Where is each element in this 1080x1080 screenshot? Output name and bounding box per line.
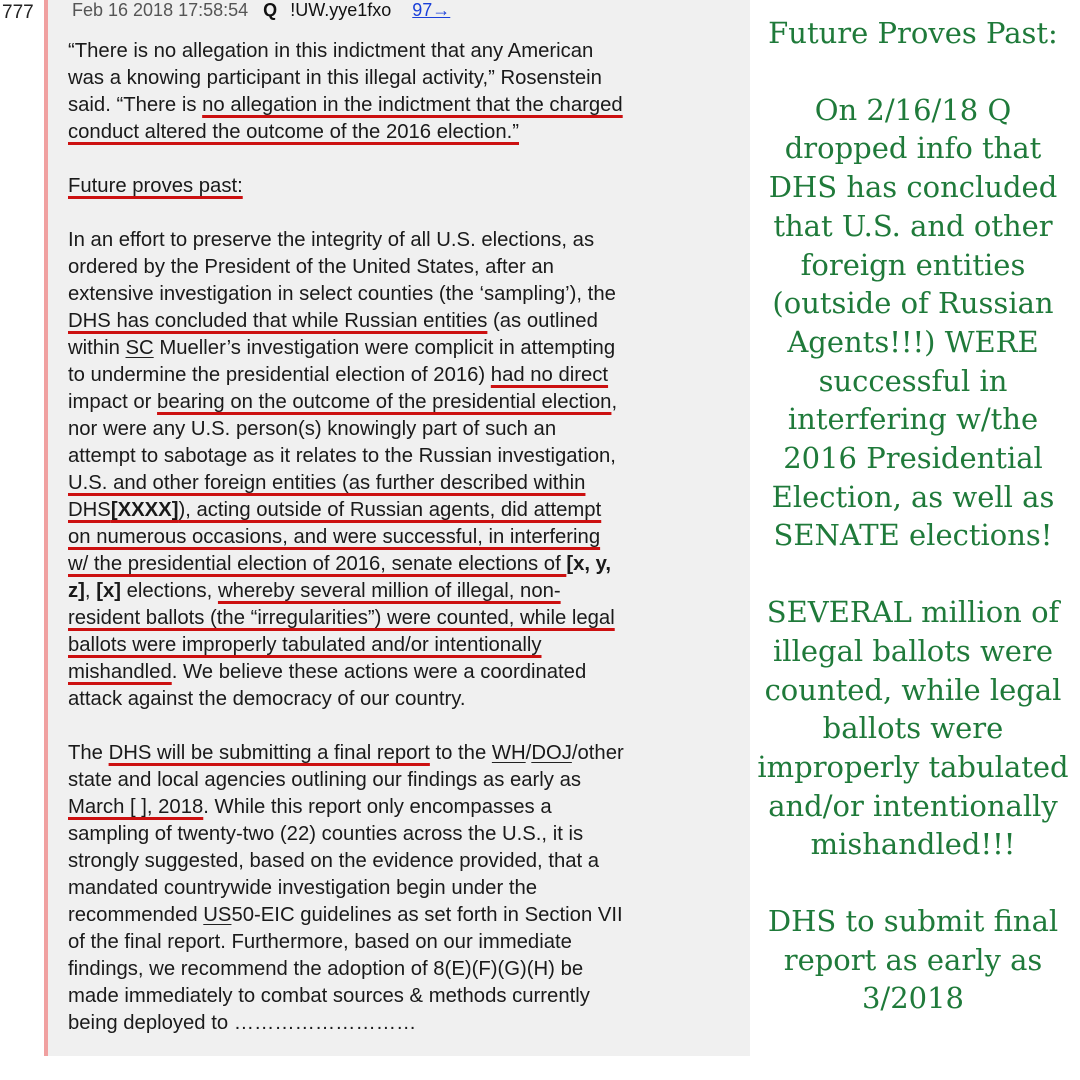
post-line: z], [x] elections, whereby several million of illegal, non- bbox=[68, 580, 561, 602]
commentary-title: Future Proves Past: bbox=[768, 16, 1058, 50]
commentary-paragraph: DHS to submit final report as early as 3/2018 bbox=[767, 904, 1059, 1016]
reply-link[interactable]: 97→ bbox=[412, 0, 451, 20]
commentary-paragraph: On 2/16/18 Q dropped info that DHS has concluded that U.S. and other foreign entities (outside of Russian Agents!!!) WERE successful in interfering w/the 2016 Presidential Election, as well as SENATE elections! bbox=[768, 92, 1058, 553]
post-line: made immediately to combat sources & methods currently bbox=[68, 985, 590, 1007]
poster-name: Q bbox=[263, 0, 278, 20]
post-line: findings, we recommend the adoption of 8(E)(F)(G)(H) be bbox=[68, 958, 584, 980]
post-line: DHS has concluded that while Russian entities (as outlined bbox=[68, 310, 598, 332]
section-heading: Future proves past: bbox=[68, 175, 243, 197]
post-line: resident ballots (the “irregularities”) were counted, while legal bbox=[68, 607, 615, 629]
post-line: The DHS will be submitting a final report to the WH/DOJ/other bbox=[68, 742, 624, 764]
post-line: to undermine the presidential election of 2016) had no direct bbox=[68, 364, 609, 386]
commentary-panel bbox=[752, 14, 1074, 1018]
post-container bbox=[44, 0, 750, 1056]
post-line: being deployed to ……………………… bbox=[68, 1012, 417, 1034]
post-line: ordered by the President of the United States, after an bbox=[68, 256, 554, 278]
post-line: DHS[XXXX]), acting outside of Russian agents, did attempt bbox=[68, 499, 602, 521]
post-line: sampling of twenty-two (22) counties across the U.S., it is bbox=[68, 823, 584, 845]
post-number: 777 bbox=[2, 2, 34, 23]
post-line: mandated countrywide investigation begin under the bbox=[68, 877, 538, 899]
tripcode: !UW.yye1fxo bbox=[290, 0, 392, 20]
post-line: strongly suggested, based on the evidence provided, that a bbox=[68, 850, 600, 872]
post-line: said. “There is no allegation in the indictment that the charged bbox=[68, 94, 623, 116]
post-header bbox=[72, 0, 450, 21]
commentary-paragraph: SEVERAL million of illegal ballots were counted, while legal ballots were improperly tabulated and/or intentionally mishandled!!! bbox=[757, 595, 1069, 862]
post-line: recommended US50-EIC guidelines as set forth in Section VII bbox=[68, 904, 623, 926]
post-body bbox=[68, 38, 738, 1037]
post-line: mishandled. We believe these actions were a coordinated bbox=[68, 661, 587, 683]
post-line: of the final report. Furthermore, based on our immediate bbox=[68, 931, 572, 953]
post-line: ballots were improperly tabulated and/or intentionally bbox=[68, 634, 542, 656]
post-line: March [ ], 2018. While this report only encompasses a bbox=[68, 796, 552, 818]
post-line: nor were any U.S. person(s) knowingly part of such an bbox=[68, 418, 557, 440]
post-line: In an effort to preserve the integrity of all U.S. elections, as bbox=[68, 229, 595, 251]
post-date: Feb 16 2018 17:58:54 bbox=[72, 0, 249, 20]
post-line: conduct altered the outcome of the 2016 election.” bbox=[68, 121, 519, 143]
post-line: state and local agencies outlining our findings as early as bbox=[68, 769, 581, 791]
post-line: impact or bearing on the outcome of the presidential election, bbox=[68, 391, 618, 413]
post-line: was a knowing participant in this illegal activity,” Rosenstein bbox=[68, 67, 602, 89]
post-line: “There is no allegation in this indictment that any American bbox=[68, 40, 594, 62]
post-line: on numerous occasions, and were successful, in interfering bbox=[68, 526, 601, 548]
post-line: w/ the presidential election of 2016, senate elections of [x, y, bbox=[68, 553, 612, 575]
post-line: U.S. and other foreign entities (as further described within bbox=[68, 472, 586, 494]
post-line: attack against the democracy of our country. bbox=[68, 688, 466, 710]
post-line: within SC Mueller’s investigation were complicit in attempting bbox=[68, 337, 616, 359]
post-line: extensive investigation in select counties (the ‘sampling’), the bbox=[68, 283, 616, 305]
post-line: attempt to sabotage as it relates to the Russian investigation, bbox=[68, 445, 616, 467]
